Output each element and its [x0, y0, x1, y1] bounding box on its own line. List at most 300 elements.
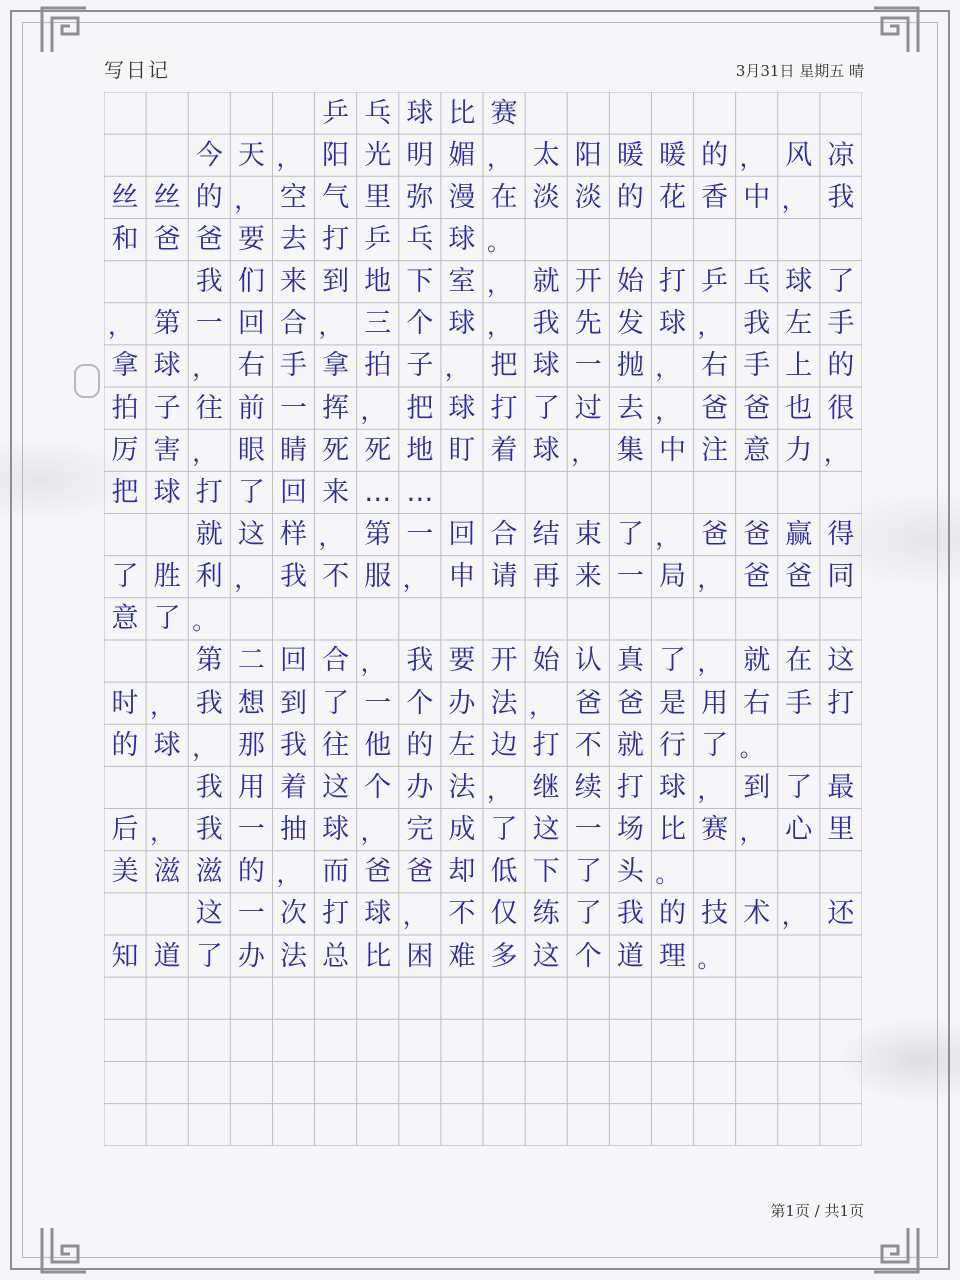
grid-cell — [272, 93, 314, 134]
grid-cell: 了 — [616, 519, 644, 550]
grid-cell: 打 — [827, 687, 855, 719]
grid-cell: 拿 — [111, 350, 139, 382]
grid-cell: 一 — [279, 392, 307, 424]
grid-cell: ， — [318, 523, 343, 551]
essay-line — [104, 809, 862, 850]
grid-cell: 继 — [532, 771, 560, 803]
binder-ring-icon — [74, 364, 100, 398]
grid-cell: 也 — [785, 392, 813, 424]
grid-cell: 了 — [827, 266, 855, 298]
grid-cell: 比 — [448, 97, 476, 129]
grid-cell: 这 — [322, 771, 350, 803]
grid-cell: 的 — [658, 898, 686, 930]
grid-cell: 道 — [616, 940, 644, 972]
grid-cell: 爸 — [153, 223, 181, 255]
grid-cell: 始 — [532, 645, 560, 677]
grid-cell: 把 — [111, 476, 139, 508]
grid-cell: 里 — [364, 181, 392, 213]
grid-cell: 比 — [364, 940, 392, 972]
grid-cell: 胜 — [153, 561, 181, 593]
grid-cell: 比 — [658, 814, 686, 846]
grid-cell: 到 — [743, 771, 771, 803]
grid-cell: 打 — [616, 771, 644, 803]
grid-cell: 抛 — [616, 350, 644, 382]
grid-cell: 右 — [237, 350, 265, 382]
grid-cell: 一 — [364, 687, 392, 719]
grid-cell: 。 — [697, 944, 722, 973]
essay-line — [104, 767, 862, 808]
grid-cell: 这 — [532, 814, 560, 846]
grid-cell: 打 — [532, 729, 560, 761]
grid-cell: 一 — [237, 814, 265, 846]
grid-cell: ， — [529, 691, 554, 720]
grid-cell: 他 — [364, 729, 392, 761]
grid-cell: 地 — [406, 434, 434, 466]
grid-cell: 就 — [616, 729, 644, 761]
grid-cell: 要 — [448, 645, 476, 677]
grid-cell: 了 — [153, 603, 181, 635]
grid-cell: 乒 — [701, 266, 729, 298]
grid-cell: 爸 — [701, 392, 729, 424]
grid-cell: 上 — [785, 350, 813, 382]
grid-cell: 就 — [195, 519, 223, 550]
grid-cell: 去 — [616, 392, 644, 424]
grid-cell: 左 — [785, 308, 813, 340]
grid-cell: 子 — [153, 392, 181, 424]
grid-cell: 打 — [322, 223, 350, 255]
grid-cell: 不 — [322, 561, 350, 593]
grid-cell: 一 — [574, 350, 602, 382]
grid-cell: 了 — [322, 687, 350, 719]
grid-cell: 我 — [195, 266, 223, 298]
grid-cell: 先 — [574, 308, 602, 340]
grid-cell: 很 — [827, 392, 855, 424]
grid-cell: ， — [276, 860, 301, 889]
grid-cell: 光 — [364, 139, 392, 171]
grid-cell: 到 — [279, 687, 307, 719]
grid-cell: 球 — [153, 476, 181, 508]
grid-cell: 术 — [743, 898, 771, 930]
grid-cell: 气 — [322, 181, 350, 213]
grid-cell: 爸 — [195, 223, 223, 255]
grid-cell — [146, 261, 188, 302]
grid-cell: 练 — [532, 898, 560, 930]
grid-cell: 睛 — [279, 434, 307, 466]
grid-cell: 中 — [658, 434, 686, 466]
grid-cell: 在 — [490, 181, 518, 213]
grid-cell: 球 — [364, 898, 392, 930]
grid-cell: ， — [739, 818, 764, 847]
grid-cell: 那 — [237, 729, 265, 761]
grid-cell: 了 — [701, 729, 729, 761]
grid-cell: ， — [655, 396, 680, 425]
grid-cell: 乓 — [406, 223, 434, 255]
grid-cell: 去 — [279, 223, 307, 255]
grid-cell: 我 — [616, 898, 644, 930]
corner-ornament-icon — [870, 4, 922, 56]
grid-cell: ， — [192, 354, 217, 383]
grid-cell: 淡 — [532, 181, 560, 213]
grid-cell: 这 — [195, 898, 223, 930]
grid-cell: 个 — [364, 771, 392, 803]
essay-line — [104, 430, 862, 471]
essay-line — [104, 135, 862, 176]
grid-cell: ， — [697, 649, 722, 678]
grid-cell — [104, 514, 146, 555]
essay-line — [104, 345, 862, 386]
grid-cell: 个 — [406, 687, 434, 719]
grid-cell: 爸 — [616, 687, 644, 719]
grid-cell: 手 — [743, 350, 771, 382]
grid-cell — [104, 261, 146, 302]
grid-cell: ， — [739, 143, 764, 172]
grid-cell: 死 — [364, 434, 392, 466]
grid-cell: 把 — [406, 392, 434, 424]
grid-cell: 注 — [701, 434, 729, 466]
grid-cell: 第 — [364, 519, 392, 550]
grid-cell: 办 — [406, 771, 434, 803]
grid-cell: 我 — [406, 645, 434, 677]
grid-cell: 打 — [490, 392, 518, 424]
grid-cell: ， — [781, 902, 806, 931]
grid-cell: ， — [823, 438, 848, 467]
grid-cell: 用 — [237, 771, 265, 803]
grid-cell: 下 — [406, 266, 434, 298]
grid-cell: 服 — [364, 561, 392, 593]
grid-cell: 续 — [574, 771, 602, 803]
grid-cell: 太 — [532, 139, 560, 171]
grid-cell: 了 — [237, 476, 265, 508]
grid-cell: 球 — [785, 266, 813, 298]
grid-cell: 手 — [279, 350, 307, 382]
grid-cell: 。 — [192, 607, 217, 636]
grid-cell — [146, 893, 188, 934]
essay-line — [104, 472, 862, 513]
grid-cell: 球 — [658, 771, 686, 803]
grid-cell: 我 — [195, 814, 223, 846]
grid-cell: 意 — [743, 434, 771, 466]
essay-line — [104, 556, 862, 597]
grid-cell: 回 — [237, 308, 265, 340]
grid-cell: 球 — [658, 308, 686, 340]
grid-cell: 阳 — [322, 139, 350, 171]
grid-cell: ， — [402, 902, 427, 931]
grid-cell — [104, 893, 146, 934]
grid-cell: 样 — [279, 519, 307, 550]
grid-cell: 丝 — [153, 181, 181, 213]
grid-cell: ， — [360, 649, 385, 678]
grid-cell: 凉 — [827, 139, 855, 171]
essay-line — [104, 598, 862, 639]
grid-cell: 了 — [532, 392, 560, 424]
grid-cell: 媚 — [448, 139, 476, 171]
grid-cell: ， — [444, 354, 469, 383]
grid-cell: 漫 — [448, 181, 476, 213]
grid-cell: 头 — [616, 856, 644, 888]
grid-cell: 明 — [406, 139, 434, 171]
grid-cell: ， — [234, 565, 259, 594]
grid-cell: … — [406, 476, 434, 508]
grid-cell: ， — [318, 312, 343, 341]
grid-cell: 爸 — [743, 561, 771, 593]
essay-line — [104, 936, 862, 977]
grid-cell: 。 — [655, 860, 680, 889]
grid-cell: ， — [402, 565, 427, 594]
essay-line — [104, 683, 862, 724]
essay-line — [104, 303, 862, 344]
grid-cell: 打 — [658, 266, 686, 298]
grid-cell — [104, 93, 146, 134]
grid-cell: 束 — [574, 519, 602, 550]
grid-cell: 乒 — [322, 97, 350, 129]
grid-cell: 美 — [111, 856, 139, 888]
grid-cell: 回 — [279, 645, 307, 677]
grid-cell: 今 — [195, 139, 223, 171]
grid-cell: 。 — [486, 227, 511, 256]
grid-cell: 的 — [111, 729, 139, 761]
grid-cell: 开 — [574, 266, 602, 298]
grid-cell: 里 — [827, 814, 855, 846]
grid-cell: 一 — [195, 308, 223, 340]
grid-cell: 而 — [322, 856, 350, 888]
essay-line — [104, 93, 862, 134]
grid-cell: ， — [697, 565, 722, 594]
grid-cell: 着 — [279, 771, 307, 803]
grid-cell: ， — [655, 523, 680, 551]
grid-cell: 球 — [532, 434, 560, 466]
grid-cell: 第 — [195, 645, 223, 677]
grid-cell: ， — [360, 396, 385, 425]
writing-grid — [104, 92, 862, 1146]
grid-cell: 下 — [532, 856, 560, 888]
grid-cell — [146, 767, 188, 808]
corner-ornament-icon — [38, 1224, 90, 1276]
corner-ornament-icon — [38, 4, 90, 56]
grid-cell: 滋 — [153, 856, 181, 888]
grid-cell — [146, 93, 188, 134]
grid-cell: 赢 — [785, 519, 813, 550]
grid-cell — [146, 135, 188, 176]
grid-cell: 就 — [532, 266, 560, 298]
grid-cell — [104, 135, 146, 176]
essay-line — [104, 851, 862, 892]
grid-cell: 球 — [406, 97, 434, 129]
grid-cell: 了 — [574, 898, 602, 930]
grid-cell: ， — [108, 312, 132, 341]
essay-line — [104, 514, 862, 555]
grid-cell: 爸 — [743, 519, 771, 550]
grid-cell: 厉 — [111, 434, 139, 466]
grid-cell: ， — [486, 270, 511, 299]
grid-cell: 淡 — [574, 181, 602, 213]
grid-cell: 却 — [448, 856, 476, 888]
grid-cell — [230, 93, 272, 134]
grid-cell: 法 — [448, 771, 476, 803]
grid-cell: 乒 — [364, 223, 392, 255]
grid-cell: 结 — [532, 519, 560, 550]
grid-cell: 同 — [827, 561, 855, 593]
grid-cell: 过 — [574, 392, 602, 424]
grid-cell: 往 — [195, 392, 223, 424]
grid-cell: 把 — [490, 350, 518, 382]
grid-cell: 右 — [701, 350, 729, 382]
essay-line — [104, 893, 862, 934]
grid-cell: 的 — [701, 139, 729, 171]
grid-cell: 拍 — [111, 392, 139, 424]
grid-cell: 天 — [237, 139, 265, 171]
grid-cell — [188, 93, 230, 134]
grid-cell: 死 — [322, 434, 350, 466]
grid-cell: 开 — [490, 645, 518, 677]
grid-cell: 来 — [279, 266, 307, 298]
grid-cell: 我 — [743, 308, 771, 340]
grid-cell: 完 — [406, 814, 434, 846]
grid-cell: ， — [486, 143, 511, 172]
grid-cell: ， — [276, 143, 301, 172]
grid-cell: 多 — [490, 940, 518, 972]
grid-cell: 始 — [616, 266, 644, 298]
grid-cell: 手 — [827, 308, 855, 340]
essay-line — [104, 725, 862, 766]
grid-cell: 和 — [111, 223, 139, 255]
grid-cell: 乓 — [743, 266, 771, 298]
grid-cell: 眼 — [237, 434, 265, 466]
grid-cell: 局 — [658, 561, 686, 593]
grid-cell: 了 — [658, 645, 686, 677]
grid-cell: 阳 — [574, 139, 602, 171]
essay-line — [104, 219, 862, 260]
grid-cell: ， — [697, 312, 722, 341]
grid-cell: 困 — [406, 940, 434, 972]
grid-cell: 办 — [448, 687, 476, 719]
grid-cell: ， — [781, 185, 806, 214]
grid-cell: 暖 — [658, 139, 686, 171]
grid-cell: 赛 — [490, 97, 518, 129]
grid-cell: 想 — [237, 687, 265, 719]
grid-cell: 了 — [195, 940, 223, 972]
grid-cell: ， — [150, 691, 175, 720]
grid-cell: 赛 — [701, 814, 729, 846]
grid-cell: ， — [486, 312, 511, 341]
grid-cell: 二 — [237, 645, 265, 677]
grid-cell: 球 — [153, 729, 181, 761]
grid-cell: 右 — [743, 687, 771, 719]
grid-cell: 难 — [448, 940, 476, 972]
essay-line — [104, 388, 862, 429]
grid-cell: ， — [655, 354, 680, 383]
grid-cell: 前 — [237, 392, 265, 424]
grid-cell: 打 — [195, 476, 223, 508]
grid-cell: 一 — [574, 814, 602, 846]
grid-cell: 爸 — [743, 392, 771, 424]
grid-cell: 成 — [448, 814, 476, 846]
grid-cell: 请 — [490, 561, 518, 593]
grid-cell — [104, 767, 146, 808]
grid-cell: 边 — [490, 729, 518, 761]
grid-cell: 我 — [532, 308, 560, 340]
grid-cell: 还 — [827, 898, 855, 930]
grid-cell: 心 — [785, 814, 813, 846]
grid-cell: 球 — [153, 350, 181, 382]
grid-cell: 一 — [406, 519, 434, 550]
grid-cell: 第 — [153, 308, 181, 340]
essay-line — [104, 177, 862, 218]
grid-cell: 害 — [153, 434, 181, 466]
grid-cell: 在 — [785, 645, 813, 677]
grid-cell: 次 — [279, 898, 307, 930]
grid-cell: 真 — [616, 645, 644, 677]
grid-cell: 了 — [574, 856, 602, 888]
grid-cell: 一 — [237, 898, 265, 930]
grid-cell: 用 — [701, 687, 729, 719]
grid-cell: 这 — [237, 519, 265, 550]
grid-cell: 最 — [827, 771, 855, 803]
grid-cell: ， — [571, 438, 596, 467]
grid-cell: 了 — [111, 561, 139, 593]
grid-cell: 风 — [785, 139, 813, 171]
grid-cell: 集 — [616, 434, 644, 466]
grid-cell: 的 — [237, 856, 265, 888]
grid-cell: 申 — [448, 561, 476, 593]
grid-cell: 我 — [827, 181, 855, 213]
grid-cell: 个 — [574, 940, 602, 972]
grid-cell: 的 — [827, 350, 855, 382]
grid-cell: 场 — [616, 814, 644, 846]
grid-cell: 着 — [490, 434, 518, 466]
grid-cell: 就 — [743, 645, 771, 677]
grid-cell: 认 — [574, 645, 602, 677]
grid-cell: 们 — [237, 266, 265, 298]
grid-cell: 球 — [532, 350, 560, 382]
grid-cell: 爸 — [785, 561, 813, 593]
grid-cell: 法 — [490, 687, 518, 719]
grid-cell: ， — [234, 185, 259, 214]
grid-cell: 来 — [322, 476, 350, 508]
grid-cell: 仅 — [490, 898, 518, 930]
grid-cell: 这 — [532, 940, 560, 972]
grid-cell: 手 — [785, 687, 813, 719]
grid-cell: 球 — [322, 814, 350, 846]
grid-cell: 花 — [658, 181, 686, 213]
grid-cell: 球 — [448, 308, 476, 340]
grid-cell: 总 — [322, 940, 350, 972]
grid-cell: 技 — [701, 898, 729, 930]
grid-cell: 爸 — [364, 856, 392, 888]
grid-cell: 爸 — [406, 856, 434, 888]
grid-cell: 利 — [195, 561, 223, 593]
grid-cell — [146, 514, 188, 555]
grid-cell: 乓 — [364, 97, 392, 129]
grid-cell: 发 — [616, 308, 644, 340]
grid-cell: 这 — [827, 645, 855, 677]
grid-cell — [146, 640, 188, 681]
grid-cell: 。 — [739, 733, 764, 762]
grid-cell: 个 — [406, 308, 434, 340]
grid-cell: ， — [150, 818, 175, 847]
page-title: 写日记 — [104, 58, 170, 82]
grid-cell: 理 — [658, 940, 686, 972]
grid-cell: ， — [360, 818, 385, 847]
grid-cell: 弥 — [406, 181, 434, 213]
date-weather: 3月31日 星期五 晴 — [735, 62, 864, 80]
grid-cell: 的 — [406, 729, 434, 761]
grid-cell: 道 — [153, 940, 181, 972]
grid-cell: 挥 — [322, 392, 350, 424]
grid-cell: 我 — [195, 687, 223, 719]
grid-cell: 后 — [111, 814, 139, 846]
grid-cell: 了 — [785, 771, 813, 803]
grid-cell: 得 — [827, 519, 855, 550]
